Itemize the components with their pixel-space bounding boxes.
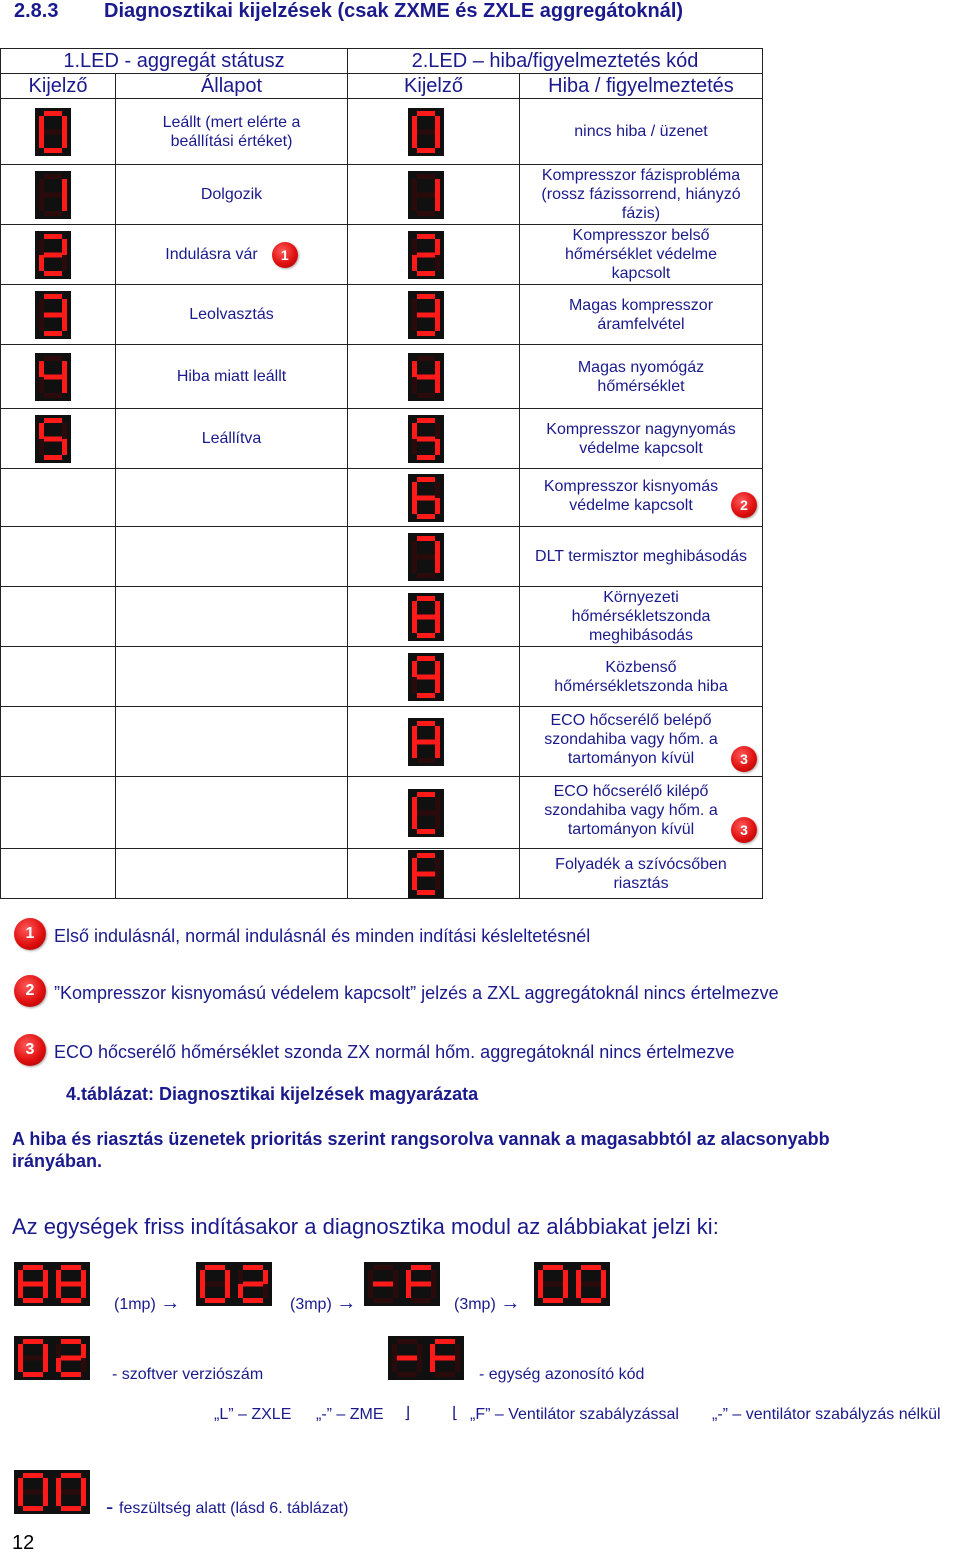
error-text: Magas nyomógáz hőmérséklet [577, 358, 705, 395]
state-text: Dolgozik [200, 186, 263, 203]
error-cell [520, 849, 763, 899]
state-cell [116, 345, 348, 409]
led2-cell [348, 777, 520, 849]
seq-label-3 [454, 1292, 520, 1315]
error-cell [520, 777, 763, 849]
state-cell [116, 587, 348, 647]
state-cell [116, 99, 348, 165]
error-cell [520, 707, 763, 777]
led2-cell [348, 99, 520, 165]
unit-label: - egység azonosító kód [479, 1366, 645, 1383]
unit-display [388, 1336, 464, 1380]
led-digit-icon [35, 353, 71, 401]
footnote-badge-icon: 2 [731, 492, 757, 518]
software-label: - szoftver verziószám [112, 1366, 264, 1383]
state-text: Leolvasztás [189, 306, 274, 323]
priority-note: A hiba és riasztás üzenetek prioritás szerint rangsorolva vannak a magasabbtól az alacsonyabb irányában. [12, 1129, 830, 1171]
section-number: 2.8.3 [14, 0, 59, 22]
led-display-icon [14, 1262, 90, 1306]
type-fan-control: „F” – Ventilátor szabályzással [470, 1406, 679, 1423]
error-cell [520, 587, 763, 647]
startup-sequence [14, 1262, 954, 1312]
software-display [14, 1336, 90, 1380]
led-display-icon [364, 1262, 440, 1306]
led-digit-icon [35, 171, 71, 219]
led-digit-icon [35, 291, 71, 339]
state-cell [116, 225, 348, 285]
seq-duration: (3mp) [290, 1296, 332, 1313]
led2-cell [348, 587, 520, 647]
state-text: Leállítva [201, 430, 262, 447]
led2-cell [348, 469, 520, 527]
error-text: ECO hőcserélő kilépő szondahiba vagy hőm. a tartományon kívül [544, 783, 718, 839]
error-text: Kompresszor nagynyomás védelme kapcsolt [546, 420, 736, 457]
led2-cell [348, 225, 520, 285]
led-digit-icon [408, 850, 444, 898]
led-digit-icon [408, 533, 444, 581]
state-text: Hiba miatt leállt [176, 368, 287, 385]
led-display-icon [14, 1470, 90, 1514]
led1-cell [1, 849, 116, 899]
led-digit-icon [408, 415, 444, 463]
error-cell [520, 409, 763, 469]
error-cell [520, 165, 763, 225]
table-row [1, 587, 763, 647]
state-text: Indulásra vár [165, 245, 258, 263]
led-digit-icon [408, 231, 444, 279]
led-digit-icon [408, 653, 444, 701]
led2-cell [348, 345, 520, 409]
table-row [1, 99, 763, 165]
table-row [1, 165, 763, 225]
error-text: ECO hőcserélő belépő szondahiba vagy hőm. a tartományon kívül [544, 712, 718, 768]
led-digit-icon [408, 291, 444, 339]
display1-header: Kijelző [1, 74, 116, 99]
seq-duration: (1mp) [114, 1296, 156, 1313]
error-cell [520, 527, 763, 587]
error-cell [520, 647, 763, 707]
error-text: Közbenső hőmérsékletszonda hiba [554, 658, 728, 695]
led1-cell [1, 707, 116, 777]
voltage-label: feszültség alatt (lásd 6. táblázat) [119, 1500, 349, 1517]
error-text: nincs hiba / üzenet [574, 123, 708, 140]
state-cell [116, 165, 348, 225]
voltage-row [14, 1470, 954, 1520]
led-digit-icon [35, 231, 71, 279]
page-number: 12 [12, 1532, 35, 1554]
footnote-badge-icon: 1 [14, 918, 46, 950]
error-cell [520, 225, 763, 285]
footnote-badge-icon: 3 [14, 1034, 46, 1066]
led1-cell [1, 99, 116, 165]
table-row [1, 647, 763, 707]
state-cell [116, 647, 348, 707]
led2-cell [348, 409, 520, 469]
voltage-dash: - [106, 1494, 114, 1519]
intro-text: Az egységek friss indításakor a diagnosztika modul az alábbiakat jelzi ki: [12, 1214, 719, 1239]
state-header: Állapot [116, 74, 348, 99]
led1-header: 1.LED - aggregát státusz [1, 49, 348, 74]
footnote-text: Első indulásnál, normál indulásnál és minden indítási késleltetésnél [54, 926, 591, 946]
state-cell [116, 285, 348, 345]
error-text: Kompresszor fázisprobléma (rossz fázissorrend, hiányzó fázis) [541, 167, 741, 222]
led-display-icon [388, 1336, 464, 1380]
bracket-close-icon: ⌋ [404, 1405, 411, 1422]
led-display-icon [534, 1262, 610, 1306]
table-row [1, 849, 763, 899]
state-cell [116, 849, 348, 899]
error-text: Környezeti hőmérsékletszonda meghibásodás [571, 589, 711, 644]
table-header-row-2 [1, 74, 763, 99]
led-digit-icon [408, 474, 444, 522]
bracket-open-icon: ⌊ [452, 1405, 459, 1422]
state-cell [116, 527, 348, 587]
led1-cell [1, 587, 116, 647]
seq-label-1 [114, 1292, 180, 1315]
error-header: Hiba / figyelmeztetés [520, 74, 763, 99]
led2-cell [348, 165, 520, 225]
led1-cell [1, 647, 116, 707]
led1-cell [1, 345, 116, 409]
led2-cell [348, 707, 520, 777]
led-digit-icon [408, 789, 444, 837]
seq-display-1 [14, 1262, 90, 1306]
led1-cell [1, 777, 116, 849]
footnote-badge-icon: 3 [731, 746, 757, 772]
table-caption: 4.táblázat: Diagnosztikai kijelzések magyarázata [66, 1084, 479, 1104]
type-no-fan-control: „-” – ventilátor szabályzás nélkül [712, 1406, 941, 1423]
led2-header: 2.LED – hiba/figyelmeztetés kód [348, 49, 763, 74]
type-zme: „-” – ZME [316, 1406, 384, 1423]
error-text: Kompresszor kisnyomás védelme kapcsolt [543, 477, 719, 514]
footnote-badge-icon: 1 [272, 242, 298, 268]
table-row [1, 285, 763, 345]
arrow-right-icon: → [500, 1292, 521, 1314]
table-header-row-1 [1, 49, 763, 74]
error-text: Kompresszor belső hőmérséklet védelme kapcsolt [564, 227, 718, 282]
section-title: Diagnosztikai kijelzések (csak ZXME és ZXLE aggregátoknál) [104, 0, 684, 22]
table-row [1, 777, 763, 849]
state-text: Leállt (mert elérte a beállítási értéket) [162, 113, 301, 150]
arrow-right-icon: → [336, 1292, 357, 1314]
led-digit-icon [408, 593, 444, 641]
state-cell [116, 707, 348, 777]
error-cell [520, 345, 763, 409]
legend-row [14, 1336, 954, 1386]
footnote-badge-icon: 2 [14, 975, 46, 1007]
led1-cell [1, 225, 116, 285]
state-cell [116, 777, 348, 849]
led-display-icon [196, 1262, 272, 1306]
seq-label-2 [290, 1292, 356, 1315]
type-zxle: „L” – ZXLE [214, 1406, 292, 1423]
led-digit-icon [35, 108, 71, 156]
led1-cell [1, 285, 116, 345]
footnote-text: ECO hőcserélő hőmérséklet szonda ZX normál hőm. aggregátoknál nincs értelmezve [54, 1042, 735, 1062]
diagnostic-table [0, 48, 763, 899]
voltage-display [14, 1470, 90, 1514]
led-digit-icon [408, 171, 444, 219]
footnote-badge-icon: 3 [731, 817, 757, 843]
led2-cell [348, 849, 520, 899]
seq-duration: (3mp) [454, 1296, 496, 1313]
error-cell [520, 469, 763, 527]
led-digit-icon [408, 718, 444, 766]
led1-cell [1, 527, 116, 587]
table-row [1, 225, 763, 285]
arrow-right-icon: → [160, 1292, 181, 1314]
table-row [1, 527, 763, 587]
led-digit-icon [408, 108, 444, 156]
table-row [1, 409, 763, 469]
led1-cell [1, 165, 116, 225]
table-row [1, 707, 763, 777]
seq-display-2 [196, 1262, 272, 1306]
error-text: Magas kompresszor áramfelvétel [568, 296, 714, 333]
led-digit-icon [35, 415, 71, 463]
led1-cell [1, 409, 116, 469]
error-cell [520, 99, 763, 165]
led1-cell [1, 469, 116, 527]
led-digit-icon [408, 353, 444, 401]
error-text: Folyadék a szívócsőben riasztás [555, 855, 727, 892]
led2-cell [348, 527, 520, 587]
table-row [1, 345, 763, 409]
seq-display-3 [364, 1262, 440, 1306]
led-display-icon [14, 1336, 90, 1380]
error-cell [520, 285, 763, 345]
state-cell [116, 409, 348, 469]
led2-cell [348, 647, 520, 707]
state-cell [116, 469, 348, 527]
section-heading [14, 0, 683, 23]
error-text: DLT termisztor meghibásodás [535, 548, 747, 565]
footnote-text: ”Kompresszor kisnyomású védelem kapcsolt” jelzés a ZXL aggregátoknál nincs értelmezve [54, 983, 779, 1003]
table-row [1, 469, 763, 527]
display2-header: Kijelző [348, 74, 520, 99]
led2-cell [348, 285, 520, 345]
seq-display-4 [534, 1262, 610, 1306]
